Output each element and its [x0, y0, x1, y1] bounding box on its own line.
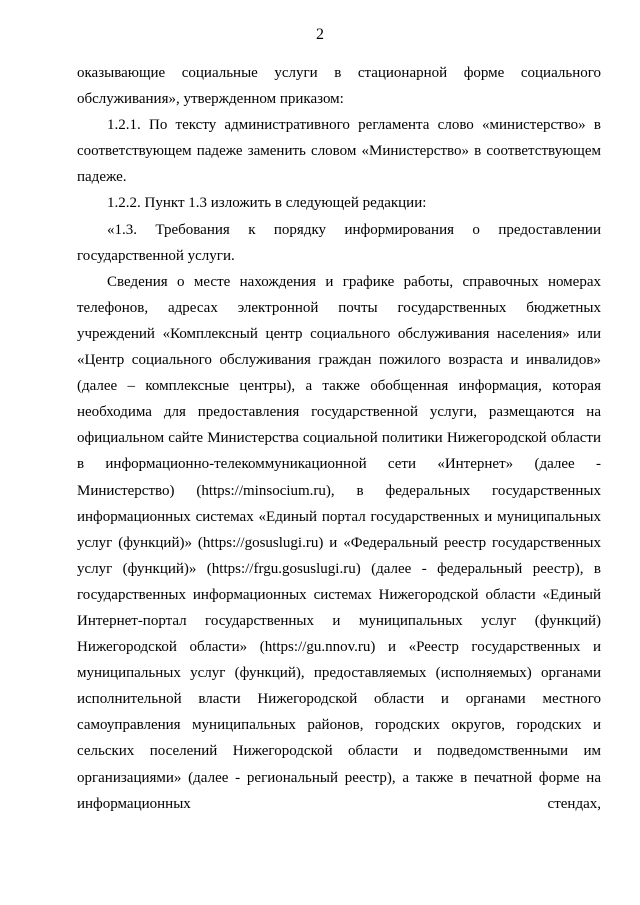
paragraph-item-1-2-1: 1.2.1. По тексту административного регламента слово «министерство» в соответствующем падеже заменить словом «Министерство» в соответствующем падеже. [77, 117, 601, 186]
paragraph-information-sources: Сведения о месте нахождения и графике работы, справочных номерах телефонов, адресах электронной почты государственных бюджетных учреждений «Комплексный центр социального обслуживания населения» или «Центр социального обслуживания граждан пожилого возраста и инвалидов» (далее – комплексные центры), а также обобщенная информация, которая необходима для предоставления государственной услуги, размещаются на официальном сайте Министерства социальной политики Нижегородской области в информационно-телекоммуникационной сети «Интернет» (далее - Министерство) (https://minsocium.ru), в федеральных государственных информационных системах «Единый портал государственных и муниципальных услуг (функций)» (https://gosuslugi.ru) и «Федеральный реестр государственных услуг (функций)» (https://frgu.gosuslugi.ru) (далее - федеральный реестр), в государственных информационных системах Нижегородской области «Единый Интернет-портал государственных и муниципальных услуг (функций) Нижегородской области» (https://gu.nnov.ru) и «Реестр государственных и муниципальных услуг (функций), предоставляемых (исполняемых) органами исполнительной власти Нижегородской области и органами местного самоуправления муниципальных районов, городских округов, городских и сельских поселений Нижегородской области и подведомственными им организациями» (далее - региональный реестр), а также в печатной форме на информационных стендах, [77, 273, 601, 812]
paragraph-continuation: оказывающие социальные услуги в стационарной форме социального обслуживания», утвержденном приказом: [77, 65, 601, 108]
paragraph-item-1-2-2: 1.2.2. Пункт 1.3 изложить в следующей редакции: [107, 195, 427, 212]
document-body [77, 60, 601, 817]
paragraph-item-1-3-heading: «1.3. Требования к порядку информирования о предоставлении государственной услуги. [77, 221, 601, 264]
page-number: 2 [316, 26, 324, 43]
